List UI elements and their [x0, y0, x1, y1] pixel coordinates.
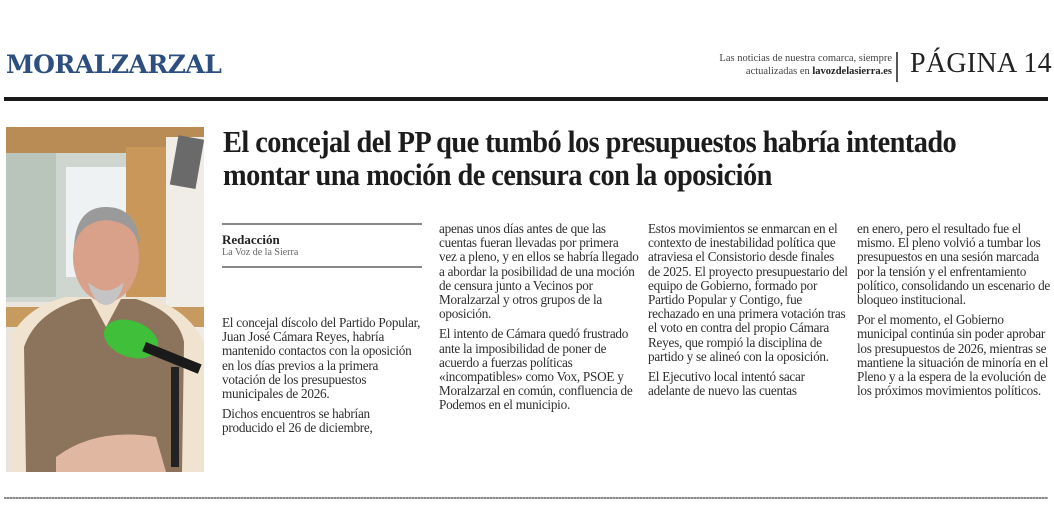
byline-author: Redacción [222, 232, 280, 247]
footer-rule [4, 497, 1048, 499]
portrait-image [6, 127, 204, 472]
paragraph: apenas unos días antes de que las cuentas fueran llevadas por primera vez a pleno, y en ellos se habría llegado a abordar la posibilidad de una moción de censura junto a Vecinos por Moralzarzal y otros grupos de la oposición. [439, 221, 639, 322]
article-headline: El concejal del PP que tumbó los presupuestos habría intentado montar una moción de censura con la oposición [223, 125, 957, 192]
section-title: MORALZARZAL [6, 50, 222, 79]
article-column-3 [648, 222, 848, 404]
page-number: PÁGINA 14 [910, 48, 1052, 79]
tagline-line-1: Las noticias de nuestra comarca, siempre [719, 53, 892, 64]
paragraph: El intento de Cámara quedó frustrado ante la imposibilidad de poner de acuerdo a fuerzas políticas «incompatibles» como Vox, PSOE y Moralzarzal en común, confluencia de Podemos en el municipio. [439, 326, 633, 413]
tagline [632, 52, 892, 78]
byline-outlet: La Voz de la Sierra [222, 247, 299, 258]
paragraph: El concejal díscolo del Partido Popular, Juan José Cámara Reyes, habría mantenido contactos con la oposición en los días previos a la primera votación de los presupuestos municipales de 2026. [222, 315, 421, 402]
tagline-line-2 [632, 65, 892, 78]
website-link[interactable]: lavozdelasierra.es [812, 66, 892, 77]
paragraph: Por el momento, el Gobierno municipal continúa sin poder aprobar los presupuestos de 2026, mientras se mantiene la situación de minoría en el Pleno y a la espera de la evolución de los próximos movimientos políticos. [857, 312, 1049, 399]
article-photo [6, 127, 204, 472]
byline [222, 223, 422, 268]
tagline-prefix: actualizadas en [745, 66, 813, 77]
article-column-2 [439, 222, 639, 419]
header-rule [4, 97, 1048, 101]
paragraph: Estos movimientos se enmarcan en el contexto de inestabilidad política que atraviesa el Consistorio desde finales de 2025. El proyecto presupuestario del equipo de Gobierno, formado por Partido Popular y Contigo, fue rechazado en una primera votación tras el voto en contra del propio Cámara Reyes, que rompió la disciplina de partido y se alineó con la oposición. [648, 221, 848, 364]
article-column-4 [857, 222, 1054, 404]
paragraph: en enero, pero el resultado fue el mismo. El pleno volvió a tumbar los presupuestos en una sesión marcada por la tensión y el enfrentamiento político, consolidando un escenario de bloqueo institucional. [857, 221, 1051, 308]
paragraph: El Ejecutivo local intentó sacar adelante de nuevo las cuentas [648, 369, 805, 399]
paragraph: Dichos encuentros se habrían producido el 26 de diciembre, [222, 406, 373, 436]
header-divider [896, 52, 898, 82]
article-column-1 [222, 316, 422, 442]
